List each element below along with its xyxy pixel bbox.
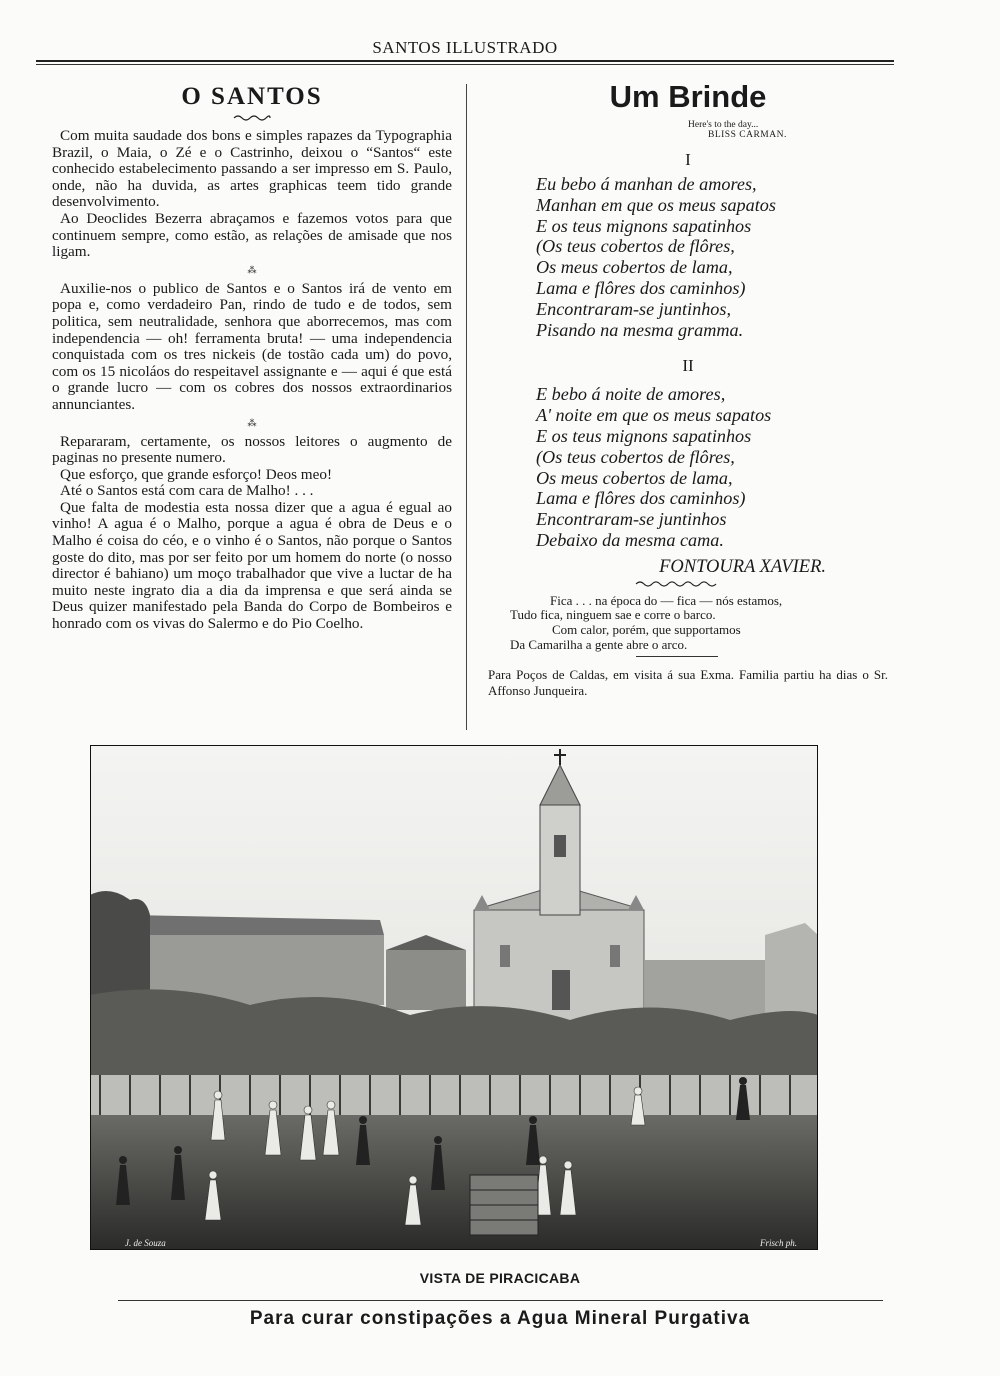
quatrain	[488, 594, 888, 652]
verse-line: E bebo á noite de amores,	[536, 384, 726, 405]
verse-line: Os meus cobertos de lama,	[536, 467, 733, 488]
verse-line: Os meus cobertos de lama,	[536, 257, 733, 278]
paragraph-3: Auxilie-nos o publico de Santos e o Santos irá de vento em popa e, como verdadeiro Pan, rindo de tudo e de todos, sem politica, sem neutralidade, senhora que aborrecemos, mas com independencia — oh! ferramenta bruta! — uma independencia conquistada com os tres nickeis (de tostão cada um) do povo, com os 15 nicoláos do respeitavel assignante e — aqui é que está o grande lucro — com os cobres dos nossos extraordinarios annunciantes.	[52, 279, 452, 413]
paragraph-5: Que esforço, que grande esforço! Deos meo!	[60, 465, 332, 483]
verse-line: Encontraram-se juntinhos	[536, 509, 727, 530]
article-o-santos	[52, 80, 452, 633]
photographer-signature-right: Frisch ph.	[760, 1238, 797, 1248]
epigraph-text: Here's to the day...	[688, 120, 759, 130]
verse-line: Lama e flôres dos caminhos)	[536, 488, 746, 509]
paragraph-1: Com muita saudade dos bons e simples rapazes da Typographia Brazil, o Maia, o Zé e o Castrinho, deixou o “Santos“ este conhecido estabelecimento passando a ser impresso em S. Paulo, onde, não ha duvida, as artes graphicas teem tido grande desenvolvimento.	[52, 127, 452, 211]
verse-line: Debaixo da mesma cama.	[536, 529, 724, 550]
verse-line: E os teus mignons sapatinhos	[536, 425, 752, 446]
poem-um-brinde	[488, 78, 888, 699]
paragraph-4: Repararam, certamente, os nossos leitores o augmento de paginas no presente numero.	[52, 432, 452, 467]
signature-ornament	[634, 580, 720, 588]
poem-signature: FONTOURA XAVIER.	[659, 556, 826, 577]
stanza-2	[488, 384, 888, 550]
paragraph-2: Ao Deoclides Bezerra abraçamos e fazemos votos para que continuem sempre, como estão, as relações de amisade que nos ligam.	[52, 209, 452, 261]
advertisement-banner: Para curar constipações a Agua Mineral Purgativa	[249, 1308, 751, 1329]
running-title: SANTOS ILLUSTRADO	[372, 38, 558, 57]
quatrain-line: Fica . . . na época do — fica — nós estamos,	[550, 592, 783, 608]
verse-line: (Os teus cobertos de flôres,	[536, 236, 735, 257]
piracicaba-photograph	[90, 745, 818, 1250]
stanza-1	[488, 174, 888, 340]
article-title: O SANTOS	[181, 83, 323, 110]
photo-caption: VISTA DE PIRACICABA	[419, 1270, 581, 1286]
title-ornament	[232, 114, 272, 122]
header-rule-thin	[36, 64, 894, 65]
part-numeral-2: II	[682, 356, 694, 376]
verse-line: Lama e flôres dos caminhos)	[536, 277, 746, 298]
verse-line: Eu bebo á manhan de amores,	[536, 174, 757, 194]
column-divider	[466, 84, 467, 730]
advert-rule	[118, 1300, 883, 1301]
verse-line: E os teus mignons sapatinhos	[536, 215, 752, 236]
verse-line: Pisando na mesma gramma.	[536, 319, 744, 340]
quatrain-line: Tudo fica, ninguem sae e corre o barco.	[510, 607, 716, 623]
poem-title: Um Brinde	[609, 79, 767, 114]
photographer-signature-left: J. de Souza	[125, 1238, 166, 1248]
section-asterism: ⁂	[247, 417, 257, 428]
short-rule	[636, 656, 718, 657]
header-rule	[36, 60, 894, 62]
verse-line: A' noite em que os meus sapatos	[536, 405, 772, 426]
part-numeral-1: I	[685, 150, 691, 169]
epigraph-author: BLISS CARMAN.	[708, 130, 787, 140]
epigraph	[688, 120, 787, 140]
verse-line: Encontraram-se juntinhos,	[536, 298, 732, 319]
paragraph-7: Que falta de modestia esta nossa dizer que a agua é egual ao vinho! A agua é o Malho, porque a agua é obra de Deus e o Malho é coisa do céo, e o vinho é o Santos, não porque o Santos goste do dito, mas por ser feito por um homem do norte (o nosso director é bahiano) um moço trabalhador que vive a luctar de ha muito neste ingrato dia a dia da imprensa e que será ainda se Deus quizer manifestado pela Banda do Corpo de Bombeiros e honrado com os vivas do Salermo e do Pio Coelho.	[52, 498, 452, 633]
verse-line: Manhan em que os meus sapatos	[536, 194, 776, 215]
paragraph-6: Até o Santos está com cara de Malho! . . .	[60, 482, 314, 500]
section-asterism: ⁂	[247, 264, 257, 275]
quatrain-line: Da Camarilha a gente abre o arco.	[510, 636, 688, 652]
quatrain-line: Com calor, porém, que supportamos	[552, 621, 741, 637]
verse-line: (Os teus cobertos de flôres,	[536, 446, 735, 467]
social-note: Para Poços de Caldas, em visita á sua Exma. Familia partiu ha dias o Sr. Affonso Junqueira.	[488, 667, 888, 699]
